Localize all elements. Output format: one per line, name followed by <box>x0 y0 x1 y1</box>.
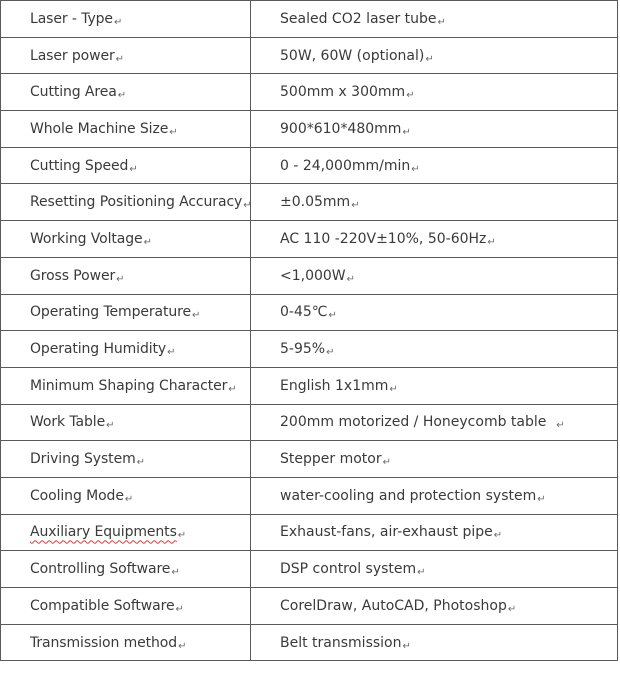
spec-value: Belt transmission <box>280 634 402 651</box>
table-row <box>1 477 618 514</box>
table-row <box>1 441 618 478</box>
paragraph-mark-icon: ↵ <box>116 273 125 285</box>
paragraph-mark-icon: ↵ <box>351 200 360 212</box>
table-row <box>1 184 618 221</box>
spec-label-cell <box>1 294 251 331</box>
paragraph-mark-icon: ↵ <box>493 530 503 542</box>
paragraph-mark-icon: ↵ <box>175 603 184 615</box>
table-row <box>1 624 618 661</box>
spec-label: Minimum Shaping Character <box>30 377 228 394</box>
table-row <box>1 257 618 294</box>
spec-label: Laser - Type <box>30 10 113 27</box>
paragraph-mark-icon: ↵ <box>106 420 115 432</box>
paragraph-mark-icon: ↵ <box>177 530 187 542</box>
spec-value-cell <box>251 147 618 184</box>
table-row <box>1 147 618 184</box>
spec-value: 50W, 60W (optional) <box>280 47 425 64</box>
spec-value-cell <box>251 404 618 441</box>
paragraph-mark-icon: ↵ <box>507 603 517 615</box>
table-row <box>1 74 618 111</box>
paragraph-mark-icon: ↵ <box>389 383 398 395</box>
spec-value: 200mm motorized / Honeycomb table <box>280 414 556 431</box>
table-row <box>1 331 618 368</box>
spec-label: Whole Machine Size <box>30 120 169 137</box>
spec-label-cell <box>1 624 251 661</box>
paragraph-mark-icon: ↵ <box>326 347 335 359</box>
spec-label: Operating Temperature <box>30 304 192 321</box>
paragraph-mark-icon: ↵ <box>382 457 391 469</box>
spec-value-cell <box>251 184 618 221</box>
paragraph-mark-icon: ↵ <box>402 640 411 652</box>
table-row <box>1 294 618 331</box>
table-row <box>1 404 618 441</box>
paragraph-mark-icon: ↵ <box>192 310 201 322</box>
spec-value: water-cooling and protection system <box>280 487 537 504</box>
spec-value: English 1x1mm <box>280 377 389 394</box>
spec-label-cell <box>1 404 251 441</box>
spec-label: Operating Humidity <box>30 341 167 358</box>
paragraph-mark-icon: ↵ <box>169 126 178 138</box>
spec-value-cell <box>251 624 618 661</box>
table-row <box>1 588 618 625</box>
spec-value-cell <box>251 111 618 148</box>
spec-label-cell <box>1 331 251 368</box>
paragraph-mark-icon: ↵ <box>167 347 176 359</box>
spec-value-cell <box>251 551 618 588</box>
paragraph-mark-icon: ↵ <box>178 640 187 652</box>
spec-label-cell <box>1 147 251 184</box>
spec-label: Laser power <box>30 47 115 64</box>
spec-label: Compatible Software <box>30 597 175 614</box>
paragraph-mark-icon: ↵ <box>406 90 415 102</box>
spec-label-cell <box>1 1 251 38</box>
paragraph-mark-icon: ↵ <box>115 53 124 65</box>
spec-label: Cutting Area <box>30 84 117 101</box>
spec-label-cell <box>1 184 251 221</box>
spec-value: Sealed CO2 laser tube <box>280 10 437 27</box>
spec-label: Working Voltage <box>30 230 143 247</box>
paragraph-mark-icon: ↵ <box>243 200 252 212</box>
spec-value-cell <box>251 294 618 331</box>
spec-value: ±0.05mm <box>280 194 351 211</box>
spec-label-cell <box>1 514 251 551</box>
spec-label-cell <box>1 111 251 148</box>
spec-value: CorelDraw, AutoCAD, Photoshop <box>280 597 507 614</box>
table-row <box>1 1 618 38</box>
spec-value-cell <box>251 1 618 38</box>
spec-value: Exhaust-fans, air-exhaust pipe <box>280 524 493 541</box>
paragraph-mark-icon: ↵ <box>113 16 123 28</box>
spec-value-cell <box>251 514 618 551</box>
paragraph-mark-icon: ↵ <box>328 310 337 322</box>
spec-value: 0-45℃ <box>280 304 328 321</box>
table-row <box>1 551 618 588</box>
paragraph-mark-icon: ↵ <box>411 163 420 175</box>
spec-label: Controlling Software <box>30 561 171 578</box>
spec-label-cell <box>1 257 251 294</box>
spec-label: Resetting Positioning Accuracy <box>30 194 243 211</box>
spec-value: 5-95% <box>280 341 326 358</box>
spec-label-cell <box>1 441 251 478</box>
spec-label: Auxiliary Equipments <box>30 524 177 541</box>
spec-value: Stepper motor <box>280 451 382 468</box>
paragraph-mark-icon: ↵ <box>437 16 446 28</box>
specification-table-body <box>1 1 618 661</box>
spec-value: AC 110 -220V±10%, 50-60Hz <box>280 230 487 247</box>
paragraph-mark-icon: ↵ <box>402 126 411 138</box>
spec-label-cell <box>1 551 251 588</box>
paragraph-mark-icon: ↵ <box>143 236 152 248</box>
paragraph-mark-icon: ↵ <box>417 567 426 579</box>
spec-value-cell <box>251 477 618 514</box>
spec-label: Driving System <box>30 451 136 468</box>
spec-value: 500mm x 300mm <box>280 84 406 101</box>
spec-label-cell <box>1 74 251 111</box>
spec-value: 0 - 24,000mm/min <box>280 157 411 174</box>
paragraph-mark-icon: ↵ <box>129 163 138 175</box>
spec-value-cell <box>251 367 618 404</box>
spec-label: Cutting Speed <box>30 157 129 174</box>
spec-value-cell <box>251 331 618 368</box>
paragraph-mark-icon: ↵ <box>124 493 134 505</box>
paragraph-mark-icon: ↵ <box>556 420 565 432</box>
paragraph-mark-icon: ↵ <box>425 53 434 65</box>
spec-value: 900*610*480mm <box>280 120 402 137</box>
spec-label: Work Table <box>30 414 106 431</box>
table-row <box>1 37 618 74</box>
spec-value-cell <box>251 37 618 74</box>
paragraph-mark-icon: ↵ <box>346 273 356 285</box>
paragraph-mark-icon: ↵ <box>117 90 127 102</box>
table-row <box>1 221 618 258</box>
spec-label-cell <box>1 37 251 74</box>
spec-label-cell <box>1 221 251 258</box>
spec-label-cell <box>1 477 251 514</box>
paragraph-mark-icon: ↵ <box>228 383 237 395</box>
spec-label: Gross Power <box>30 267 116 284</box>
table-row <box>1 111 618 148</box>
spec-label-cell <box>1 588 251 625</box>
spec-label: Transmission method <box>30 634 178 651</box>
spec-value-cell <box>251 441 618 478</box>
spec-value-cell <box>251 588 618 625</box>
paragraph-mark-icon: ↵ <box>136 457 145 469</box>
spec-value-cell <box>251 221 618 258</box>
spec-label-cell <box>1 367 251 404</box>
table-row <box>1 514 618 551</box>
spec-label: Cooling Mode <box>30 487 124 504</box>
paragraph-mark-icon: ↵ <box>487 236 496 248</box>
spec-value-cell <box>251 257 618 294</box>
paragraph-mark-icon: ↵ <box>537 493 546 505</box>
spec-value-cell <box>251 74 618 111</box>
table-row <box>1 367 618 404</box>
spec-value: <1,000W <box>280 267 346 284</box>
paragraph-mark-icon: ↵ <box>171 567 180 579</box>
spec-value: DSP control system <box>280 561 417 578</box>
